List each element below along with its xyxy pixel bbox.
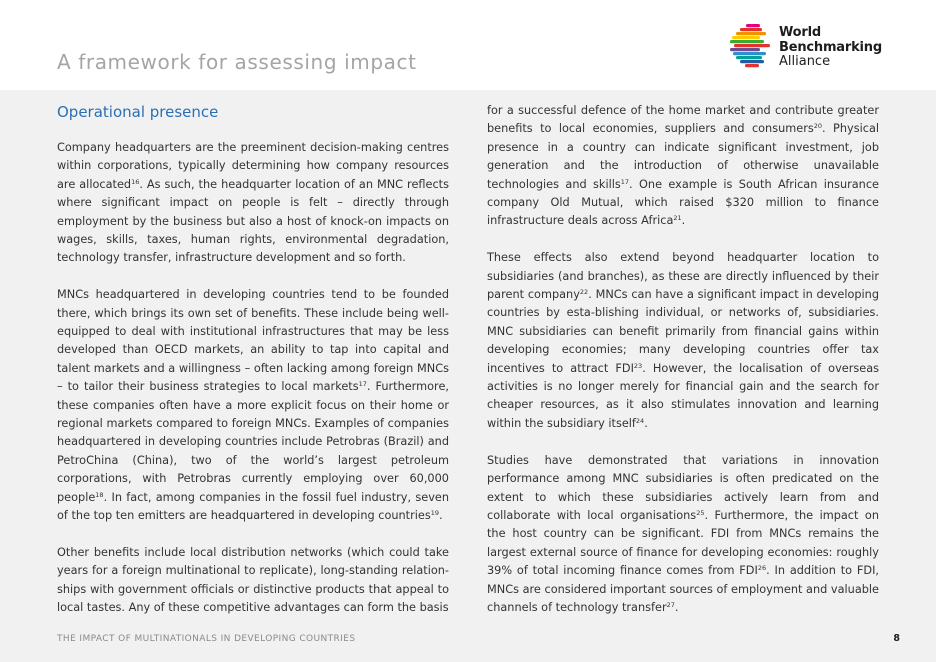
paragraph [57, 139, 449, 268]
section-heading: Operational presence [57, 103, 219, 121]
text-run: MNCs headquartered in developing countries tend to be founded there, which brings its own set of benefits. These include being well-equipped to deal with institutional infrastructures that may be less developed than OECD markets, an ability to tap into capital and talent markets and a willingness – often lacking among foreign MNCs – to tailor their business strategies to local markets [57, 288, 449, 394]
right-column [487, 102, 879, 636]
footnote-ref: 16 [131, 177, 140, 186]
paragraph [57, 286, 449, 525]
footer-document-title: THE IMPACT OF MULTINATIONALS IN DEVELOPING COUNTRIES [57, 634, 356, 644]
text-run: Company headquarters are the preeminent decision-making centres within corporations, typically determining how company resources are allocated [57, 141, 449, 191]
paragraph [487, 249, 879, 433]
page-title: A framework for assessing impact [57, 50, 417, 74]
footnote-ref: 22 [579, 288, 589, 297]
text-run: . However, the localisation of overseas activities is no longer merely for financial gain and the search for cheaper resources, as it also stimulates innovation and learning within the subsidiary itself [487, 361, 880, 430]
logo-word-world: World [779, 25, 821, 40]
text-run: . One example is South African insurance company Old Mutual, which raised $320 million to finance infrastructure deals across Africa [487, 177, 879, 228]
text-run: . In fact, among companies in the fossil fuel industry, seven of the top ten emitters are headquartered in developing countries [57, 490, 449, 523]
footnote-ref: 26 [757, 564, 767, 573]
text-run: for a successful defence of the home market and contribute greater benefits to local economies, suppliers and consumers [487, 104, 879, 136]
left-column [57, 102, 449, 636]
text-run: Other benefits include local distribution networks (which could take years for a foreign multinational to replicate), long-standing relation-ships with government officials or distinctive products that appeal to local tastes. Any of these competitive advantages can form the basis [57, 545, 449, 615]
text-run: . Furthermore, the impact on the host country can be significant. FDI from MNCs remains the largest external source of finance for developing economies: roughly 39% of total incoming finance comes from FDI [487, 508, 880, 578]
text-run: . [674, 600, 679, 614]
text-run: . Physical presence in a country can indicate significant investment, job generation and the introduction of otherwise unavailable technologies and skills [487, 122, 880, 191]
footnote-ref: 25 [696, 508, 705, 517]
text-run: . [644, 416, 648, 430]
page-header [0, 0, 936, 90]
footnote-ref: 18 [95, 490, 104, 499]
text-run: . [439, 509, 443, 523]
footnote-ref: 24 [635, 416, 645, 425]
paragraph [487, 102, 879, 231]
world-benchmarking-alliance-logo [728, 22, 908, 72]
wba-logo-icon [728, 22, 776, 70]
text-run: . Furthermore, these companies often have a more explicit focus on their home or regional markets compared to foreign MNCs. Examples of companies headquartered in developing countries include Petrobras (Brazil) and PetroChina (China), two of the world’s largest petroleum corporations, with Petrobras currently employing over 60,000 people [57, 380, 449, 504]
footnote-ref: 27 [666, 600, 675, 609]
footnote-ref: 21 [673, 214, 682, 223]
page-number: 8 [893, 633, 900, 644]
paragraph [487, 452, 879, 618]
logo-word-benchmarking: Benchmarking [779, 39, 882, 55]
text-run: . In addition to FDI, MNCs are considered important sources of employment and valuable channels of technology transfer [487, 564, 879, 614]
footnote-ref: 19 [430, 509, 440, 518]
footnote-ref: 23 [633, 361, 643, 370]
footnote-ref: 20 [813, 122, 823, 131]
text-run: These effects also extend beyond headquarter location to subsidiaries (and branches), as these are directly influenced by their parent company [487, 251, 879, 302]
text-run: . [681, 214, 686, 228]
paragraph [57, 544, 449, 618]
footnote-ref: 17 [620, 177, 630, 186]
text-run: . MNCs can have a significant impact in developing countries by esta-blishing individual, or networks of, subsidiaries. MNC subsidiaries can benefit primarily from financial gains within developing economies; many developing countries offer tax incentives to attract FDI [487, 288, 880, 375]
text-run: Studies have demonstrated that variations in innovation performance among MNC subsidiaries is often predicated on the extent to which these subsidiaries actively learn from and collaborate with local organisations [487, 453, 879, 522]
logo-word-alliance: Alliance [779, 54, 831, 69]
text-run: . As such, the headquarter location of an MNC reflects where significant impact on people is felt – directly through employment by the business but also a host of knock-on impacts on wages, skills, taxes, human rights, environmental degradation, technology transfer, infrastructure development and so forth. [57, 177, 450, 265]
footnote-ref: 17 [358, 380, 367, 389]
logo-wordmark [779, 26, 882, 70]
